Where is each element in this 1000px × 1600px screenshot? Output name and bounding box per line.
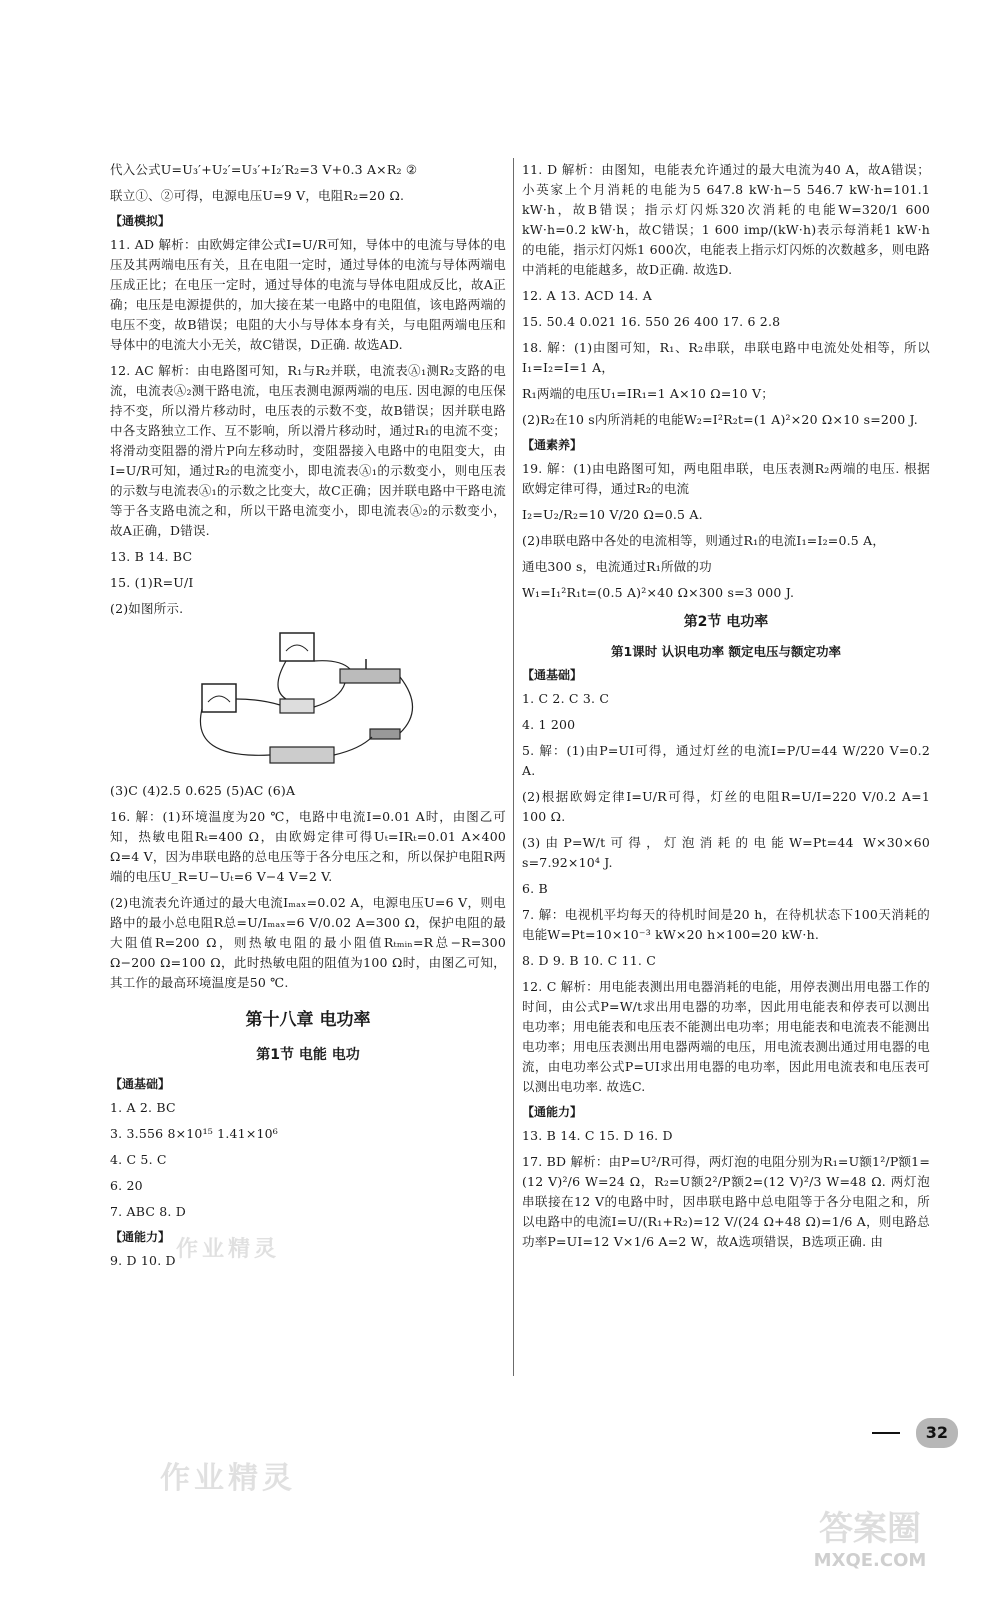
answer-line: 1. C 2. C 3. C	[522, 690, 610, 706]
answer-7: 7. 解：电视机平均每天的待机时间是20 h，在待机状态下100天消耗的电能W=Pt=10×10⁻³ kW×20 h×100=20 kW·h.	[522, 906, 930, 942]
answer-11: 11. D 解析：由图知，电能表允许通过的最大电流为40 A，故A错误；小英家上个月消耗的电能为5 647.8 kW·h−5 546.7 kW·h=101.1 kW·h，故B错误；指示灯闪烁320次消耗的电能W=320/1 600 kW·h=0.2 kW·h，故C错误；1 600 imp/(kW·h)表示每消耗1 kW·h的电能，指示灯闪烁1 600次，电能表上指示灯闪烁的次数越多，则电路中消耗的电能越多，故D正确. 故选D.	[522, 162, 930, 277]
circuit-figure	[190, 629, 430, 769]
resistor-icon	[280, 699, 314, 713]
section-label-nengli: 【通能力】	[522, 1104, 583, 1119]
section-title: 第2节 电功率	[683, 614, 769, 631]
answer-13: 13. B 14. BC	[110, 549, 193, 565]
answer-15b: (2)如图所示.	[110, 601, 184, 617]
answer-12: 12. A 13. ACD 14. A	[522, 288, 652, 303]
answer-18c: (2)R₂在10 s内所消耗的电能W₂=I²R₂t=(1 A)²×20 Ω×10 s=200 J.	[522, 412, 918, 427]
column-divider	[513, 158, 514, 1376]
answer-line: 3. 3.556 8×10¹⁵ 1.41×10⁶	[110, 1125, 279, 1141]
section-label-nengli: 【通能力】	[110, 1229, 171, 1244]
answer-line: 9. D 10. D	[110, 1253, 176, 1269]
svg-text:答案圈: 答案圈	[819, 1509, 921, 1549]
answer-19d: 通电300 s，电流通过R₁所做的功	[522, 559, 712, 575]
answer-19e: W₁=I₁²R₁t=(0.5 A)²×40 Ω×300 s=3 000 J.	[522, 585, 795, 601]
svg-text:MXQE.COM: MXQE.COM	[813, 1550, 927, 1571]
answer-12: 12. C 解析：用电能表测出用电器消耗的电能，用停表测出用电器工作的时间，由公式P=W/t求出用电器的功率，因此用电能表和停表可以测出电功率；用电能表和电压表不能测出电功率；用电能表和电流表不能测出电功率；用电压表测出用电器两端的电压，用电流表测出通过用电器的电流，由电功率公式P=UI求出用电器的电功率，因此用电流表和电压表可以测出电功率. 故选C.	[522, 978, 930, 1094]
answer-15c: (3)C (4)2.5 0.625 (5)AC (6)A	[110, 783, 296, 799]
answer-line: 6. 20	[110, 1177, 143, 1193]
section-label-moni: 【通模拟】	[110, 214, 171, 228]
answer-15a: 15. (1)R=U/I	[110, 575, 194, 591]
left-column	[110, 160, 506, 1277]
answer-line: 7. ABC 8. D	[110, 1203, 187, 1219]
battery-icon	[270, 747, 334, 763]
answer-line: 8. D 9. B 10. C 11. C	[522, 952, 656, 968]
watermark-text: 作业精灵	[176, 1237, 281, 1262]
answer-5c: (3)由P=W/t可得，灯泡消耗的电能W=Pt=44 W×30×60 s=7.92×10⁴ J.	[522, 834, 930, 870]
ammeter-icon	[202, 684, 236, 712]
switch-icon	[370, 729, 400, 739]
site-logo-icon	[780, 1494, 960, 1574]
voltmeter-icon	[280, 633, 314, 661]
answer-11: 11. AD 解析：由欧姆定律公式I=U/R可知，导体中的电流与导体的电压及其两端电压有关，且在电阻一定时，通过导体的电流与导体两端电压成正比；在电压一定时，通过导体的电流与导体电阻成反比，故A正确；电压是电源提供的，加大接在某一电路中的电阻值，该电路两端的电压不变，故B错误；电阻的大小与导体本身有关，与电阻两端电压和导体中的电流大小无关，故C错误，D正确. 故选AD.	[110, 237, 506, 353]
answer-line: 6. B	[522, 880, 548, 896]
lesson-title: 第1课时 认识电功率 额定电压与额定功率	[611, 643, 841, 659]
answer-line: 联立①、②可得，电源电压U=9 V，电阻R₂=20 Ω.	[110, 188, 405, 203]
answer-line: 13. B 14. C 15. D 16. D	[522, 1127, 673, 1143]
section-label-jichu: 【通基础】	[522, 667, 583, 682]
answer-17: 17. BD 解析：由P=U²/R可得，两灯泡的电阻分别为R₁=U额1²/P额1=(12 V)²/6 W=24 Ω，R₂=U额2²/P额2=(12 V)²/3 W=48 Ω. 两灯泡串联接在12 V的电路中时，因串联电路中总电阻等于各分电阻之和，所以电路中的电流I=U/(R₁+R₂)=12 V/(24 Ω+48 Ω)=1/6 A，则电路总功率P=UI=12 V×1/6 A=2 W，故A选项错误，B选项正确. 由	[522, 1153, 930, 1249]
section-label-jichu: 【通基础】	[110, 1076, 171, 1091]
answer-line: 4. C 5. C	[110, 1151, 167, 1167]
chapter-title: 第十八章 电功率	[245, 1010, 371, 1031]
right-column	[522, 160, 930, 1258]
answer-19c: (2)串联电路中各处的电流相等，则通过R₁的电流I₁=I₂=0.5 A，	[522, 533, 886, 549]
answer-12: 12. AC 解析：由电路图可知，R₁与R₂并联，电流表Ⓐ₁测R₂支路的电流，电流表Ⓐ₂测干路电流，电压表测电源两端的电压. 因电源的电压保持不变，所以滑片移动时，电压表的示数不变，故B错误；因并联电路中各支路独立工作、互不影响，所以滑片移动时，通过R₁的电流不变；将滑动变阻器的滑片P向左移动时，变阻器接入电路中的电阻变大，由I=U/R可知，通过R₂的电流变小，即电流表Ⓐ₁的示数变小，则电压表的示数与电流表Ⓐ₁的示数之比变大，故C正确；因并联电路中干路电流等于各支路电流之和，所以干路电流变小，即电流表Ⓐ₂的示数变小，故A正确，D错误.	[110, 363, 506, 539]
answer-19a: 19. 解：(1)由电路图可知，两电阻串联，电压表测R₂两端的电压. 根据欧姆定律可得，通过R₂的电流	[522, 461, 930, 497]
answer-18a: 18. 解：(1)由图可知，R₁、R₂串联，串联电路中电流处处相等，所以I₁=I₂=I=1 A，	[522, 340, 930, 375]
rheostat-icon	[340, 669, 400, 683]
answer-19b: I₂=U₂/R₂=10 V/20 Ω=0.5 A.	[522, 507, 703, 523]
watermark-text: 作业精灵	[160, 1461, 296, 1496]
answer-line: 1. A 2. BC	[110, 1099, 176, 1115]
section-title: 第1节 电能 电功	[256, 1047, 360, 1064]
answer-line: 代入公式U=U₃′+U₂′=U₃′+I₂′R₂=3 V+0.3 A×R₂ ②	[110, 162, 418, 177]
answer-16b: (2)电流表允许通过的最大电流Iₘₐₓ=0.02 A，电源电压U=6 V，则电路中的最小总电阻R总=U/Iₘₐₓ=6 V/0.02 A=300 Ω，保护电阻的最大阻值R=200 Ω，则热敏电阻的最小阻值Rₜₘᵢₙ=R总−R=300 Ω−200 Ω=100 Ω，此时热敏电阻的阻值为100 Ω时，由图乙可知，其工作的最高环境温度是50 ℃.	[110, 895, 506, 991]
page-number: 32	[916, 1418, 958, 1448]
answer-line: 4. 1 200	[522, 716, 576, 732]
answer-18b: R₁两端的电压U₁=IR₁=1 A×10 Ω=10 V；	[522, 386, 774, 401]
answer-15: 15. 50.4 0.021 16. 550 26 400 17. 6 2.8	[522, 314, 781, 329]
answer-16a: 16. 解：(1)环境温度为20 ℃，电路中电流I=0.01 A时，由图乙可知，热敏电阻Rₜ=400 Ω，由欧姆定律可得Uₜ=IRₜ=0.01 A×400 Ω=4 V，因为串联电路的总电压等于各分电压之和，所以保护电阻R两端的电压U_R=U−Uₜ=6 V−4 V=2 V.	[110, 809, 506, 885]
section-label-suyang: 【通素养】	[522, 438, 583, 452]
page-number-dash	[872, 1432, 900, 1434]
answer-5b: (2)根据欧姆定律I=U/R可得，灯丝的电阻R=U/I=220 V/0.2 A=1 100 Ω.	[522, 788, 930, 824]
answer-5a: 5. 解：(1)由P=UI可得，通过灯丝的电流I=P/U=44 W/220 V=0.2 A.	[522, 742, 930, 778]
